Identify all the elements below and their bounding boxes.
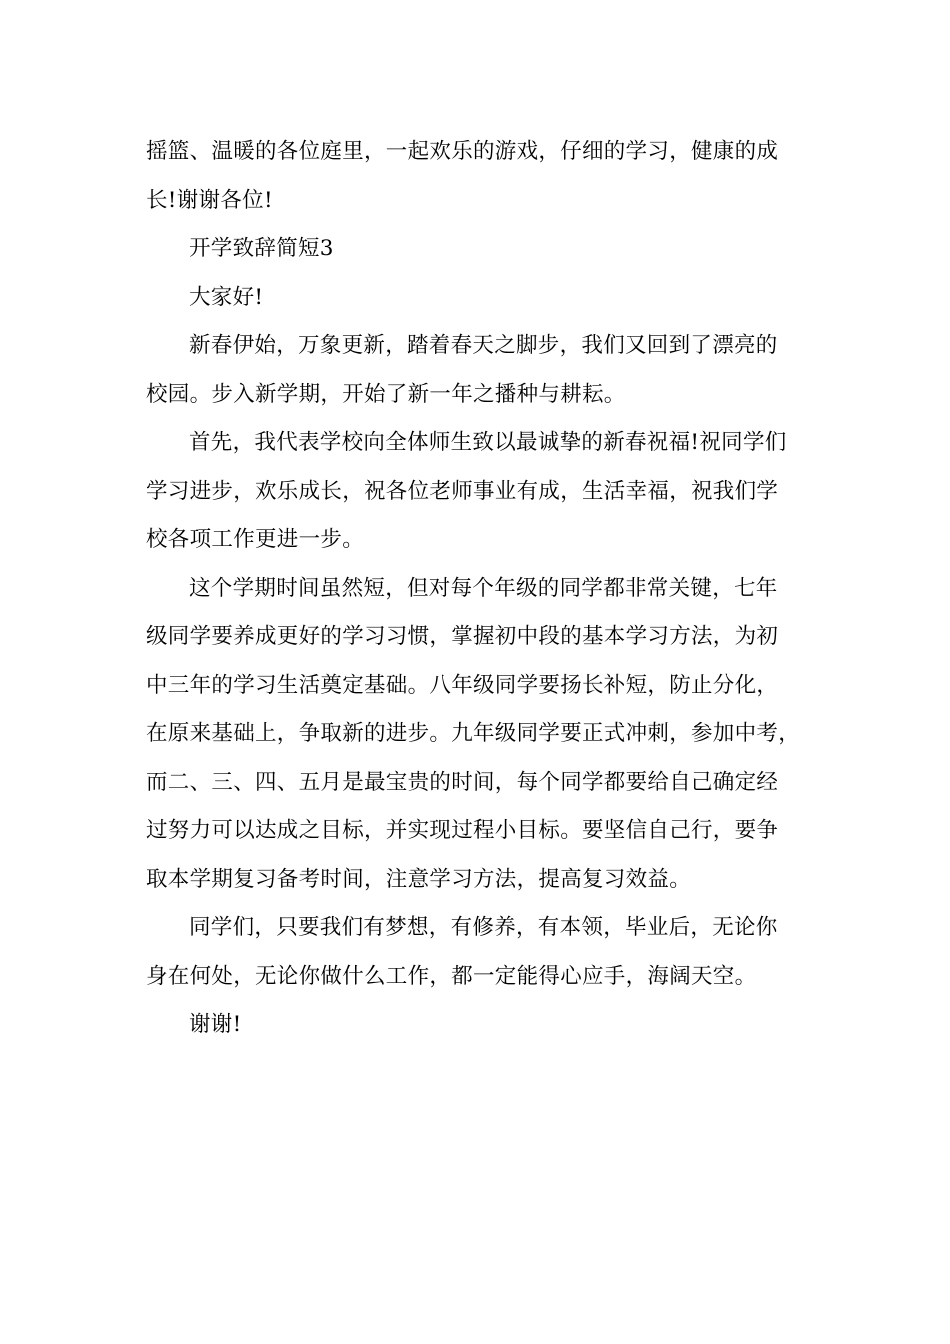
text-line: 校园。步入新学期，开始了新一年之播种与耕耘。 (146, 381, 626, 407)
text-line: 首先，我代表学校向全体师生致以最诚挚的新春祝福!祝同学们 (189, 430, 787, 455)
document-body (146, 128, 814, 1050)
text-line: 摇篮、温暖的各位庭里，一起欢乐的游戏，仔细的学习，健康的成 (146, 139, 779, 164)
section-heading (146, 225, 814, 274)
paragraph-continuation (146, 128, 814, 225)
text-line: 身在何处，无论你做什么工作，都一定能得心应手，海阔天空。 (146, 963, 757, 989)
text-line: 新春伊始，万象更新，踏着春天之脚步，我们又回到了漂亮的 (189, 333, 778, 358)
paragraph-thanks (146, 1001, 814, 1050)
text-line: 这个学期时间虽然短，但对每个年级的同学都非常关键，七年 (189, 575, 778, 601)
text-line: 中三年的学习生活奠定基础。八年级同学要扬长补短，防止分化， (146, 672, 779, 698)
text-line: 开学致辞简短3 (189, 236, 334, 261)
paragraph-grades (146, 565, 814, 905)
text-line: 取本学期复习备考时间，注意学习方法，提高复习效益。 (146, 866, 692, 892)
text-line: 过努力可以达成之目标，并实现过程小目标。要坚信自己行，要争 (146, 818, 779, 843)
text-line: 级同学要养成更好的学习习惯，掌握初中段的基本学习方法，为初 (146, 624, 779, 649)
text-line: 谢谢! (189, 1012, 242, 1037)
text-line: 在原来基础上，争取新的进步。九年级同学要正式冲刺，参加中考， (146, 721, 801, 746)
paragraph-blessing (146, 419, 814, 565)
text-line: 学习进步，欢乐成长，祝各位老师事业有成，生活幸福，祝我们学 (146, 478, 779, 504)
text-line: 大家好! (189, 284, 264, 310)
paragraph-dreams (146, 904, 814, 1001)
text-line: 校各项工作更进一步。 (146, 527, 365, 552)
paragraph-new-spring (146, 322, 814, 419)
paragraph-greeting (146, 274, 814, 323)
text-line: 而二、三、四、五月是最宝贵的时间，每个同学都要给自己确定经 (146, 769, 779, 795)
text-line: 同学们，只要我们有梦想，有修养，有本领，毕业后，无论你 (189, 915, 778, 940)
text-line: 长!谢谢各位! (146, 187, 273, 213)
